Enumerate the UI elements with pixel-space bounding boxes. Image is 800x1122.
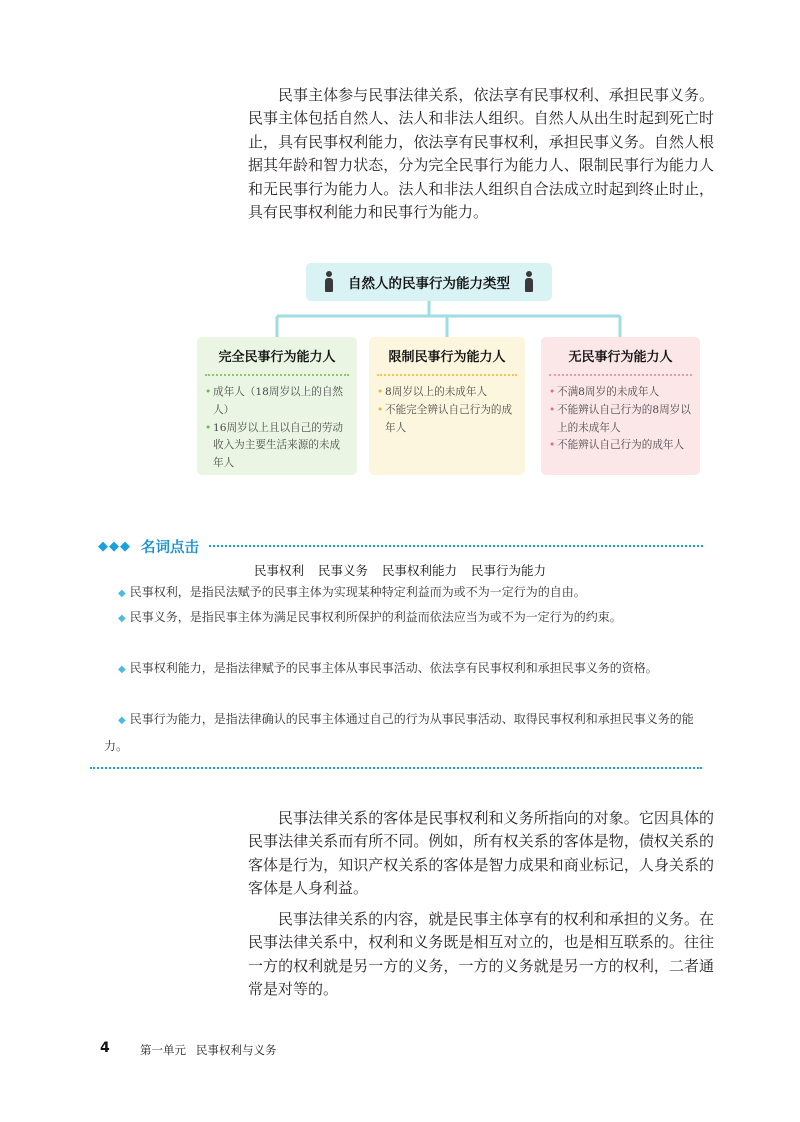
diagram-title: 自然人的民事行为能力类型 bbox=[348, 276, 510, 292]
body-paragraph-3: 民事法律关系的内容，就是民事主体享有的权利和承担的义务。在民事法律关系中，权利和义务既是相互对立的，也是相互联系的。往往一方的权利就是另一方的义务，一方的义务就是另一方的权利，二者通常是对等的。 bbox=[248, 910, 714, 999]
glossary-entry-text: 民事权利，是指民法赋予的民事主体为实现某种特定利益而为或不为一定行为的自由。 bbox=[129, 585, 586, 599]
person-icon bbox=[324, 271, 334, 293]
glossary-term: 民事权利 bbox=[253, 563, 304, 578]
glossary-entry bbox=[104, 656, 700, 683]
glossary-divider bbox=[209, 545, 703, 547]
list-item: • 不满8周岁的未成年人 bbox=[549, 384, 692, 402]
list-item: • 16周岁以上且以自己的劳动收入为主要生活来源的未成年人 bbox=[205, 420, 349, 473]
list-item: • 不能辨认自己行为的8周岁以上的未成年人 bbox=[549, 402, 692, 438]
glossary-term: 民事行为能力 bbox=[470, 563, 546, 578]
limited-capacity-box bbox=[369, 337, 525, 475]
glossary-term: 民事义务 bbox=[317, 563, 368, 578]
list-item: • 8周岁以上的未成年人 bbox=[377, 384, 517, 402]
glossary-terms bbox=[0, 561, 800, 579]
no-capacity-box bbox=[541, 337, 700, 475]
diamond-icons: ◆◆◆ bbox=[98, 538, 131, 554]
list-item: • 成年人（18周岁以上的自然人） bbox=[205, 384, 349, 420]
glossary-title: 名词点击 bbox=[141, 539, 199, 556]
glossary-entry bbox=[104, 580, 700, 607]
glossary-bottom-divider bbox=[90, 767, 702, 769]
glossary-entry-text: 民事权利能力，是指法律赋予的民事主体从事民事活动、依法享有民事权利和承担民事义务的资格。 bbox=[129, 661, 658, 675]
capacity-diagram bbox=[0, 0, 800, 520]
diagram-title-box bbox=[306, 263, 552, 301]
footer-unit: 第一单元 bbox=[140, 1043, 186, 1057]
glossary-entry-text: 民事行为能力，是指法律确认的民事主体通过自己的行为从事民事活动、取得民事权利和承担民事义务的能力。 bbox=[104, 712, 694, 753]
running-footer bbox=[140, 1042, 287, 1058]
diamond-icon: ◆ bbox=[118, 613, 126, 624]
glossary-header bbox=[98, 536, 703, 556]
full-capacity-box bbox=[197, 337, 357, 475]
body-paragraph-2: 民事法律关系的客体是民事权利和义务所指向的对象。它因具体的民事法律关系而有所不同。例如，所有权关系的客体是物，债权关系的客体是行为，知识产权关系的客体是智力成果和商业标记，人身关系的客体是人身利益。 bbox=[248, 809, 714, 898]
footer-title: 民事权利与义务 bbox=[196, 1043, 277, 1057]
person-icon bbox=[524, 271, 534, 293]
glossary-entry-text: 民事义务，是指民事主体为满足民事权利所保护的利益而依法应当为或不为一定行为的约束。 bbox=[129, 610, 622, 624]
glossary-term: 民事权利能力 bbox=[381, 563, 457, 578]
limited-capacity-heading: 限制民事行为能力人 bbox=[377, 337, 517, 376]
glossary-entry bbox=[104, 707, 700, 759]
list-item: • 不能完全辨认自己行为的成年人 bbox=[377, 402, 517, 438]
diamond-icon: ◆ bbox=[118, 715, 126, 726]
page-number: 4 bbox=[100, 1040, 110, 1056]
no-capacity-heading: 无民事行为能力人 bbox=[549, 337, 692, 376]
list-item: • 不能辨认自己行为的成年人 bbox=[549, 437, 692, 455]
body-paragraph-1: 民事主体参与民事法律关系，依法享有民事权利、承担民事义务。民事主体包括自然人、法人和非法人组织。自然人从出生时起到死亡时止，具有民事权利能力，依法享有民事权利，承担民事义务。自然人根据其年龄和智力状态，分为完全民事行为能力人、限制民事行为能力人和无民事行为能力人。法人和非法人组织自合法成立时起到终止时止，具有民事权利能力和民事行为能力。 bbox=[248, 86, 714, 222]
glossary-entry bbox=[104, 605, 700, 632]
diamond-icon: ◆ bbox=[118, 664, 126, 675]
full-capacity-heading: 完全民事行为能力人 bbox=[205, 337, 349, 376]
diamond-icon: ◆ bbox=[118, 588, 126, 599]
